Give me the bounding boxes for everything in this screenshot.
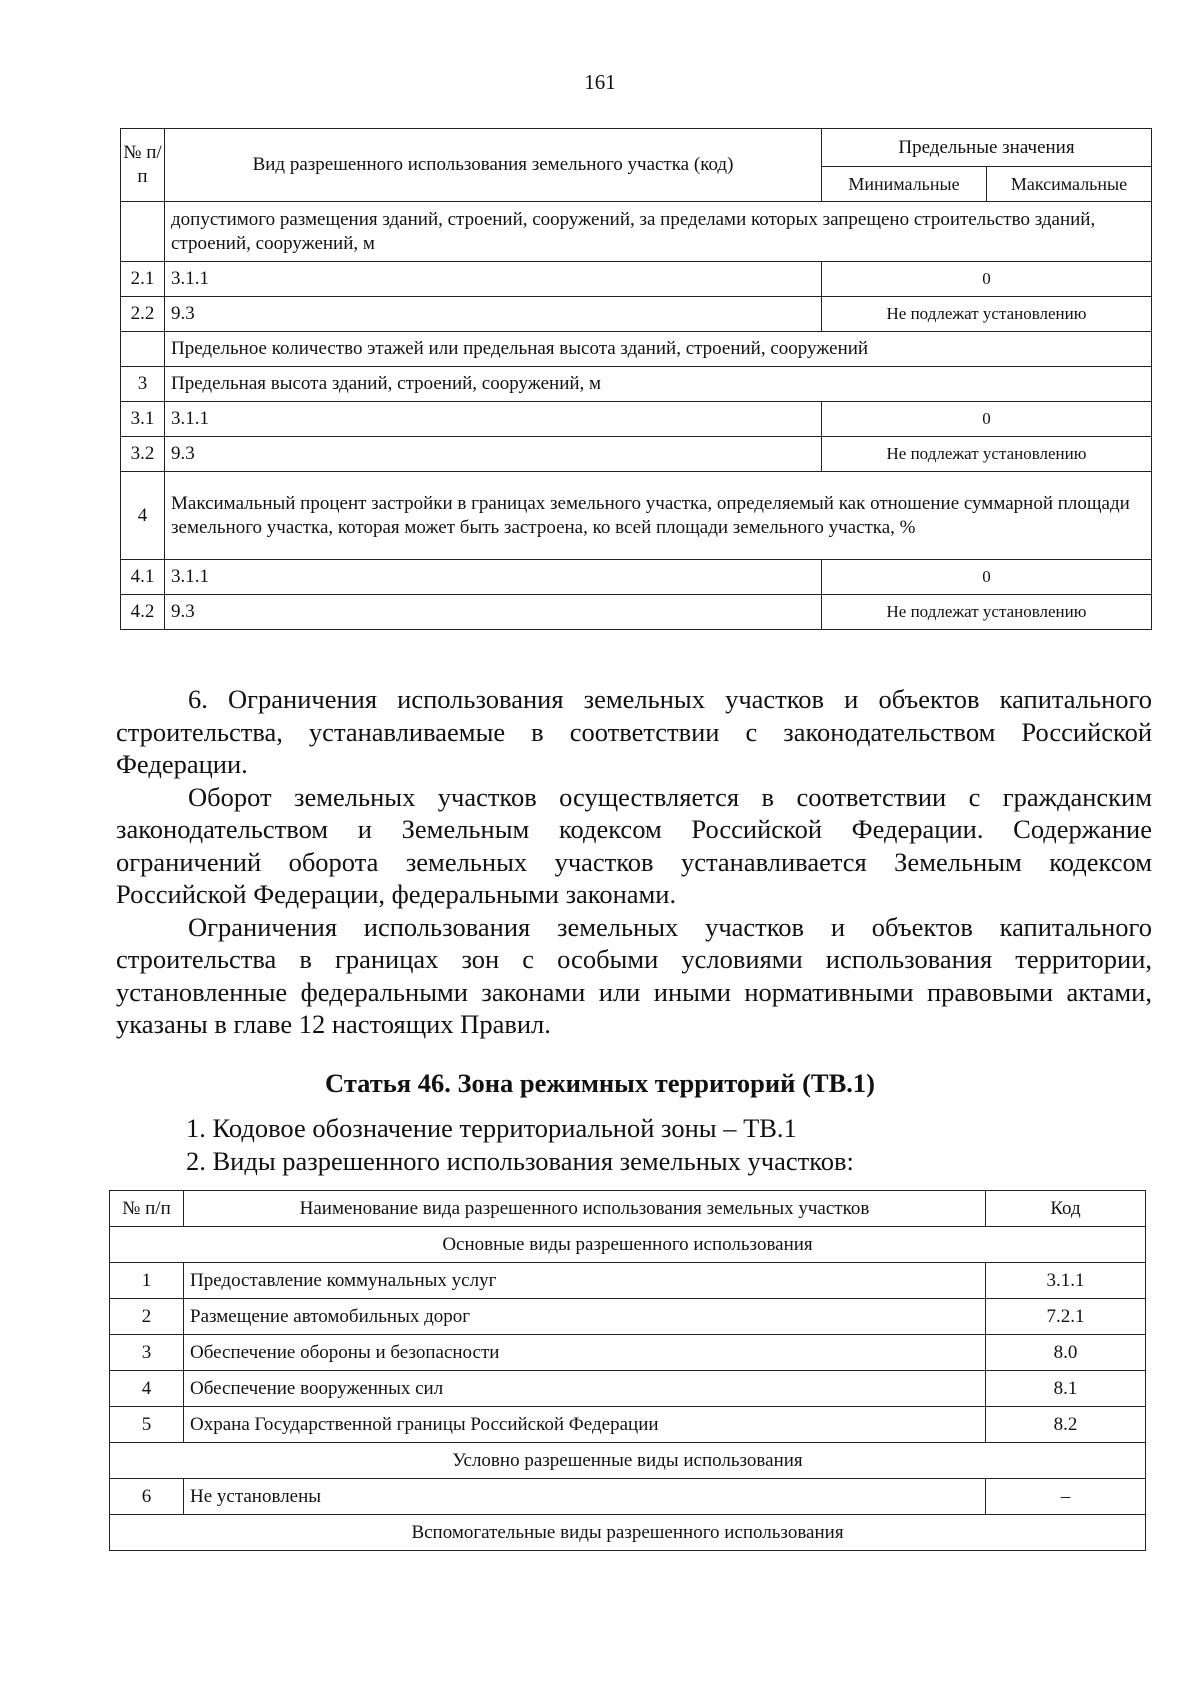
article-title: Статья 46. Зона режимных территорий (ТВ.1)	[325, 1068, 875, 1098]
table-row: 4.2 9.3 Не подлежат установлению	[121, 595, 1152, 630]
list-item: 1. Кодовое обозначение территориальной зоны – ТВ.1	[186, 1113, 797, 1143]
header-num: № п/п	[121, 129, 165, 202]
list-item: 2. Виды разрешенного использования земельных участков:	[186, 1145, 854, 1176]
limits-table	[120, 128, 1152, 630]
table-row: 1 Предоставление коммунальных услуг 3.1.1	[110, 1263, 1146, 1299]
table-row: допустимого размещения зданий, строений, сооружений, за пределами которых запрещено строительство зданий, строений, сооружений, м	[121, 202, 1152, 262]
section-row: Основные виды разрешенного использования	[110, 1227, 1146, 1263]
restrictions-text	[116, 683, 1152, 1041]
table-row: 4 Максимальный процент застройки в границах земельного участка, определяемый как отношение суммарной площади земельного участка, которая может быть застроена, ко всей площади земельного участка, %	[121, 472, 1152, 560]
section-row: Вспомогательные виды разрешенного использования	[110, 1515, 1146, 1551]
header-min: Минимальные	[822, 167, 987, 202]
table-row: 3 Предельная высота зданий, строений, сооружений, м	[121, 367, 1152, 402]
header-code: Код	[986, 1191, 1146, 1227]
table-row: 3.2 9.3 Не подлежат установлению	[121, 437, 1152, 472]
table-row: 4 Обеспечение вооруженных сил 8.1	[110, 1371, 1146, 1407]
header-limits: Предельные значения	[822, 129, 1152, 167]
paragraph: Оборот земельных участков осуществляется в соответствии с гражданским законодательством и Земельным кодексом Российской Федерации. Содержание ограничений оборота земельных участков устанавливается Земельным кодексом Российской Федерации, федеральными законами.	[116, 781, 1152, 909]
article-list	[186, 1112, 854, 1177]
paragraph: Ограничения использования земельных участков и объектов капитального строительства в границах зон с особыми условиями использования территории, установленные федеральными законами или иными нормативными правовыми актами, указаны в главе 12 настоящих Правил.	[116, 911, 1152, 1039]
table-row: 6 Не установлены –	[110, 1479, 1146, 1515]
page-number: 161	[584, 70, 616, 94]
header-name: Наименование вида разрешенного использования земельных участков	[184, 1191, 986, 1227]
permitted-uses-table	[109, 1190, 1146, 1551]
header-type: Вид разрешенного использования земельного участка (код)	[165, 129, 822, 202]
table-row: 3 Обеспечение обороны и безопасности 8.0	[110, 1335, 1146, 1371]
table-row: 2.2 9.3 Не подлежат установлению	[121, 297, 1152, 332]
table-row: 2.1 3.1.1 0	[121, 262, 1152, 297]
table-row: 4.1 3.1.1 0	[121, 560, 1152, 595]
section-row: Условно разрешенные виды использования	[110, 1443, 1146, 1479]
header-num: № п/п	[110, 1191, 184, 1227]
table-row: Предельное количество этажей или предельная высота зданий, строений, сооружений	[121, 332, 1152, 367]
paragraph: 6. Ограничения использования земельных участков и объектов капитального строительства, устанавливаемые в соответствии с законодательством Российской Федерации.	[116, 684, 1152, 779]
table-row: 2 Размещение автомобильных дорог 7.2.1	[110, 1299, 1146, 1335]
table-row: 5 Охрана Государственной границы Российской Федерации 8.2	[110, 1407, 1146, 1443]
header-max: Максимальные	[987, 167, 1152, 202]
table-row: 3.1 3.1.1 0	[121, 402, 1152, 437]
